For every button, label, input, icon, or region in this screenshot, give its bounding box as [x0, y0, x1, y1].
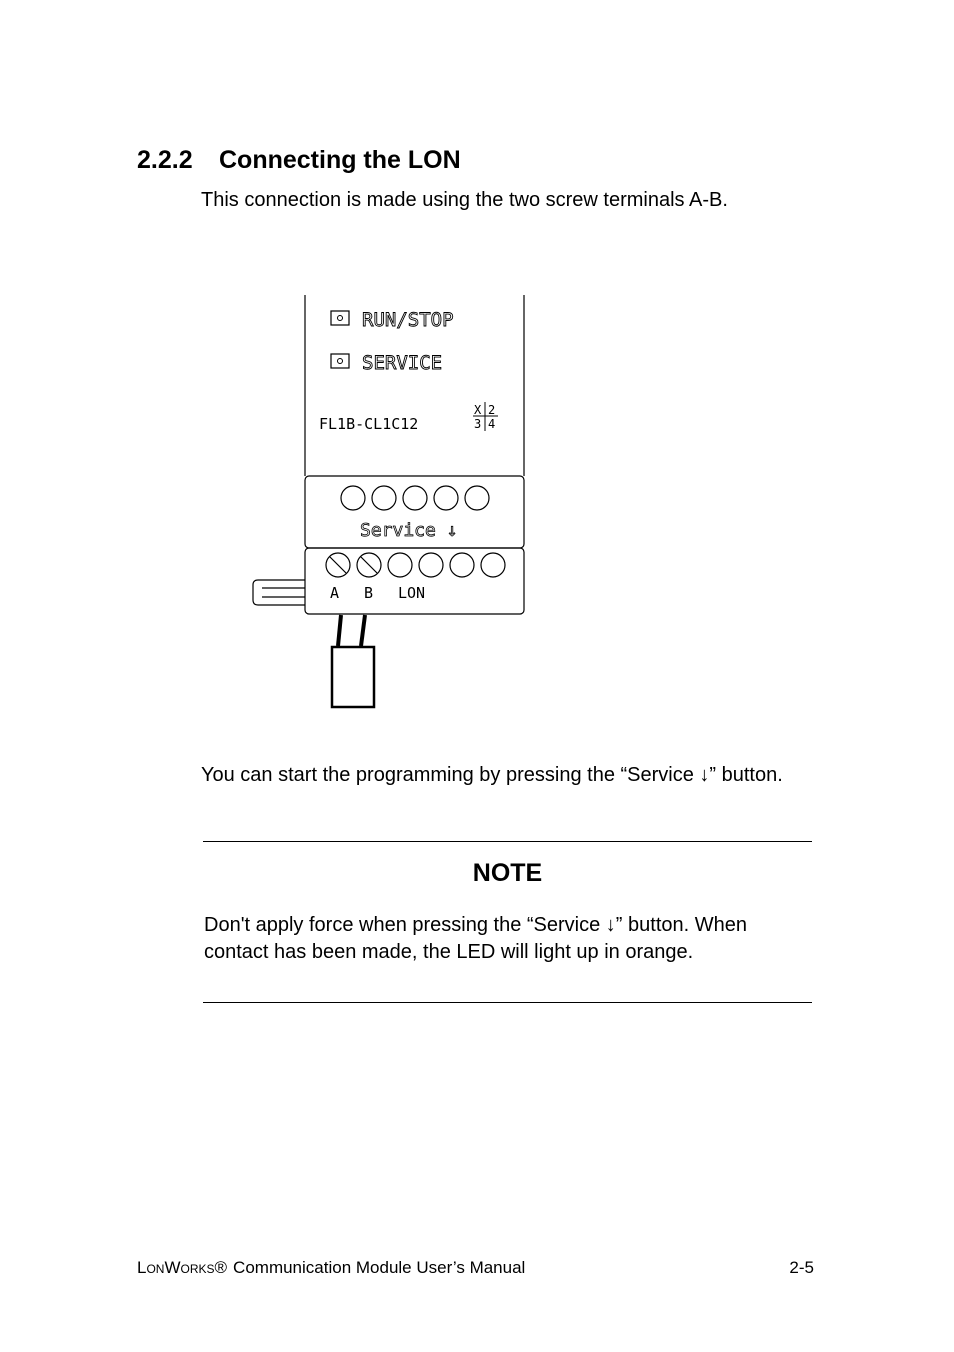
service-led [331, 354, 349, 368]
lon-module-diagram [240, 285, 540, 715]
intro-paragraph: This connection is made using the two screw terminals A-B. [201, 189, 728, 211]
svg-text:2: 2 [488, 403, 496, 417]
service-button-row [341, 486, 489, 510]
svg-text:4: 4 [488, 417, 496, 431]
footer-title: Communication Module User’s Manual [233, 1258, 526, 1277]
page-number: 2-5 [789, 1258, 814, 1277]
section-heading [137, 144, 461, 176]
footer-brand-line [137, 1258, 525, 1278]
svg-text:3: 3 [474, 417, 482, 431]
terminal-label-lon: LON [398, 584, 426, 602]
footer-brand: LonWorks® [137, 1258, 228, 1277]
service-led-label: SERVICE [362, 352, 443, 374]
note-title: NOTE [472, 859, 543, 887]
lon-cable [338, 615, 365, 646]
section-number: 2.2.2 [137, 146, 193, 174]
run-stop-led [331, 311, 349, 325]
note-top-rule [203, 841, 812, 842]
terminal-label-b: B [364, 584, 374, 602]
lon-connector [332, 647, 374, 707]
side-latch [253, 580, 305, 605]
service-button-label: Service ↓ [360, 520, 458, 541]
run-stop-label: RUN/STOP [362, 309, 454, 331]
note-bottom-rule [203, 1002, 812, 1003]
terminal-row [326, 553, 505, 577]
service-instruction: You can start the programming by pressing the “Service ↓” button. [201, 764, 783, 786]
svg-text:X: X [474, 403, 482, 417]
terminal-label-a: A [330, 584, 340, 602]
grid-marks [473, 402, 498, 431]
module-body [305, 295, 524, 614]
note-text: Don't apply force when pressing the “Service ↓” button. When contact has been made, the LED will light up in orange. [204, 914, 747, 963]
model-number: FL1B-CL1C12 [319, 415, 419, 433]
section-title: Connecting the LON [219, 146, 461, 174]
